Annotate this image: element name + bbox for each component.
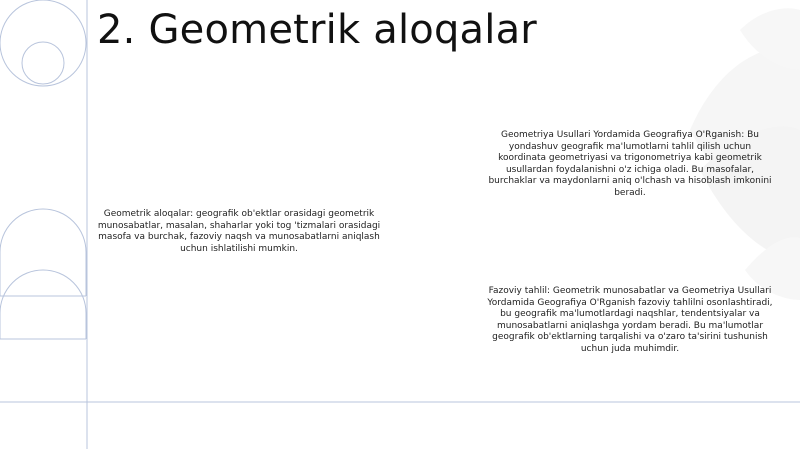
outer-circle-shape bbox=[0, 0, 86, 86]
geometry-methods-paragraph: Geometriya Usullari Yordamida Geografiya O'Rganish: Bu yondashuv geografik ma'lumotlarni tahlil qilish uchun koordinata geometriyasi va trigonometriya kabi geometrik usullardan foydalanishni o'z ichiga oladi. Bu masofalar, burchaklar va maydonlarni aniq o'lchash va hisoblash imkonini beradi. bbox=[488, 130, 772, 198]
inner-circle-shape bbox=[22, 42, 64, 84]
lower-arch-shape bbox=[0, 270, 86, 339]
spatial-analysis-paragraph: Fazoviy tahlil: Geometrik munosabatlar va Geometriya Usullari Yordamida Geografiya O'Rganish fazoviy tahlilni osonlashtiradi, bu geografik ma'lumotlardagi naqshlar, tendentsiyalar va munosabatlarni aniqlashga yordam beradi. Bu ma'lumotlar geografik ob'ektlarning tarqalishi va o'zaro ta'sirini tushunish uchun juda muhimdir. bbox=[487, 286, 773, 354]
slide-title: 2. Geometrik aloqalar bbox=[97, 7, 537, 53]
geometric-relations-paragraph: Geometrik aloqalar: geografik ob'ektlar orasidagi geometrik munosabatlar, masalan, shaharlar yoki tog 'tizmalari orasidagi masofa va burchak, fazoviy naqsh va munosabatlarni aniqlash uchun ishlatilishi mumkin. bbox=[97, 209, 381, 254]
